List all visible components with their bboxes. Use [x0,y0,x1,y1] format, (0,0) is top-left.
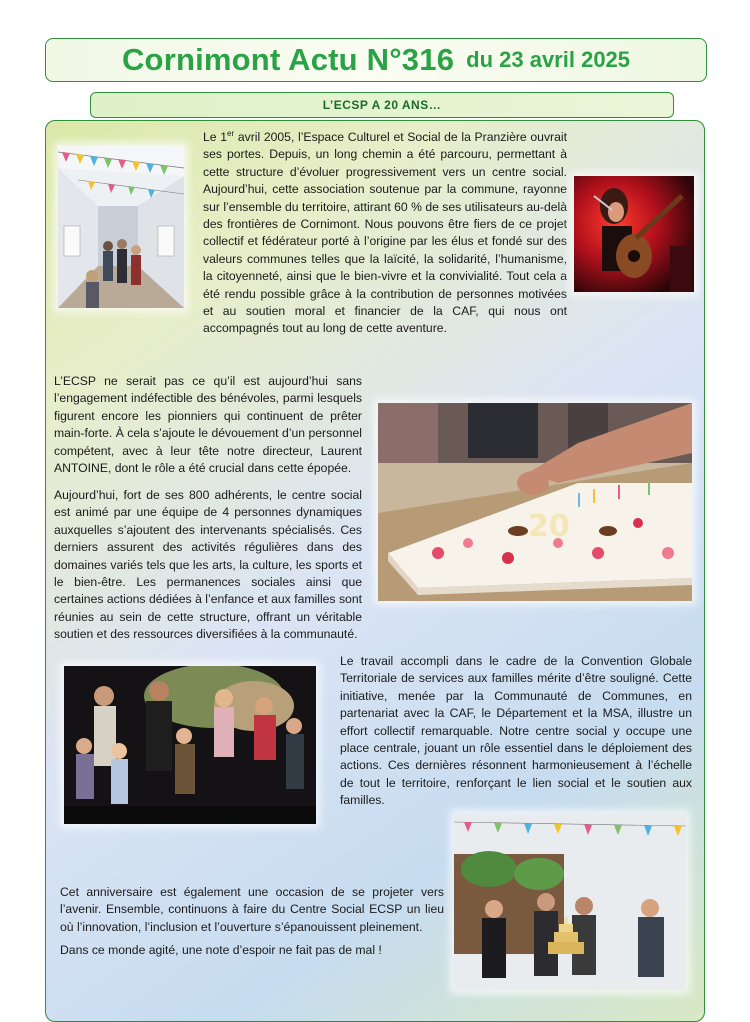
section-title-banner [90,92,674,118]
section-title: L’ECSP A 20 ANS… [322,98,442,112]
convention-paragraph: Le travail accompli dans le cadre de la Convention Globale Territoriale de services aux familles mérite d’être souligné. Cette initiative, menée par la Communauté de Communes, en partenariat avec la CAF, le Département et la MSA, illustre un effort collectif remarquable. Notre centre social y occupe une place centrale, jouant un rôle essentiel dans le déploiement des actions. Ces dernières résonnent harmonieusement à l’échelle de tout le territoire, renforçant le lien social et le soutien aux familles. [340,654,692,808]
intro-paragraph-ordinal: er [227,128,235,138]
photo-anniversary-cake [378,403,692,601]
article-panel [45,120,705,1022]
photo-guitarist-concert [574,176,694,292]
photo-children-group [64,666,316,824]
newsletter-title-banner [45,38,707,82]
volunteers-paragraph: L’ECSP ne serait pas ce qu’il est aujourd’hui sans l’engagement indéfectible des bénévoles, parmi lesquels figurent encore les pionniers qui continuent de prêter main-forte. À cela s’ajoute le dévouement d’un personnel compétent, avec à leur tête notre directeur, Laurent ANTOINE, dont le rôle a été crucial dans cette épopée. [54,374,362,476]
future-paragraph: Cet anniversaire est également une occasion de se projeter vers l’avenir. Ensemble, continuons à faire du Centre Social ECSP un lieu où l’innovation, l’inclusion et l’ouverture s’épanouissent pleinement. [60,885,444,934]
photo-corridor-exhibition [58,146,184,308]
newsletter-date: du 23 avril 2025 [466,47,631,72]
members-paragraph: Aujourd’hui, fort de ses 800 adhérents, le centre social est animé par une équipe de 4 personnes dynamiques auxquelles s’ajoutent des intervenants spécialisés. Ces derniers assurent des activités régulières dans des domaines variés tels que les arts, la culture, les sports et le bien-être. Les permanences sociales ainsi que certaines actions dédiées à l’enfance et aux familles sont réunies au sein de cette structure, offrant un véritable soutien et des ressources diversifiées à la communauté. [54,488,362,642]
intro-paragraph [203,129,567,338]
photo-team-anniversary [454,814,686,990]
closing-line: Dans ce monde agité, une note d’espoir ne fait pas de mal ! [60,943,382,957]
newsletter-title: Cornimont Actu N°316 [121,42,455,77]
intro-paragraph-start: Le 1 [203,130,228,144]
cake-number-candles: 20 [528,509,570,544]
intro-paragraph-rest: avril 2005, l’Espace Culturel et Social de la Pranzière ouvrait ses portes. Depuis, un long chemin a été parcouru, permettant à cette structure d’évoluer progressivement vers un centre social. Aujourd’hui, cette association soutenue par la commune, rayonne sur l’ensemble du territoire, attirant 60 % de ses utilisateurs au-delà des frontières de Cornimont. Nous pouvons être fiers de ce projet collectif et fédérateur porté à l’origine par les élus et fondé sur des valeurs communes telles que la laïcité, la solidarité, l’humanisme, la citoyenneté, ainsi que le bien-vivre et la convivialité. Tout cela a été rendu possible grâce à la contribution de personnes motivées et au soutien moral et financier de la CAF, qui nous ont accompagnés tout au long de cette aventure. [203,130,567,336]
